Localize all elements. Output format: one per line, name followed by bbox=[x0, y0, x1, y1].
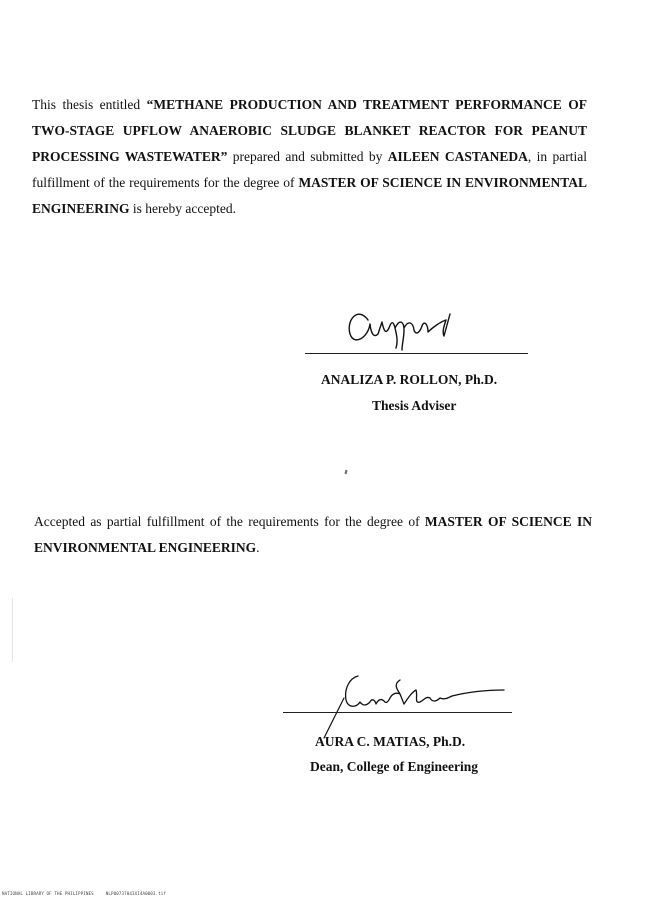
scan-speck bbox=[345, 470, 348, 474]
degree-name: MASTER OF SCIENCE IN ENVIRONMENTAL ENGINEERING bbox=[32, 175, 587, 216]
acceptance-degree: MASTER OF SCIENCE IN ENVIRONMENTAL ENGINEERING bbox=[34, 514, 592, 555]
approval-middle: prepared and submitted by bbox=[227, 149, 388, 164]
footer-code: NLP00737043X14A0003.tif bbox=[105, 891, 167, 896]
approval-middle2: , in partial fulfillment of the requirements for the degree of bbox=[32, 149, 588, 190]
scan-footer bbox=[2, 891, 178, 896]
thesis-title: “METHANE PRODUCTION AND TREATMENT PERFORMANCE OF TWO-STAGE UPFLOW ANAEROBIC SLUDGE BLANKET REACTOR FOR PEANUT PROCESSING WASTEWATER” bbox=[32, 97, 587, 164]
footer-library: NATIONAL LIBRARY OF THE PHILIPPINES bbox=[2, 891, 94, 896]
acceptance-suffix: . bbox=[256, 540, 260, 555]
dean-signature-line bbox=[283, 712, 512, 713]
adviser-role: Thesis Adviser bbox=[372, 398, 457, 413]
dean-role: Dean, College of Engineering bbox=[310, 759, 478, 774]
author-name: AILEEN CASTANEDA bbox=[387, 149, 528, 164]
acceptance-prefix: Accepted as partial fulfillment of the requirements for the degree of bbox=[34, 514, 425, 529]
acceptance-paragraph bbox=[34, 509, 592, 561]
approval-prefix: This thesis entitled bbox=[32, 97, 147, 112]
adviser-signature-icon bbox=[340, 298, 470, 353]
approval-paragraph bbox=[32, 92, 587, 222]
adviser-name: ANALIZA P. ROLLON, Ph.D. bbox=[321, 372, 498, 387]
scan-edge-mark bbox=[12, 598, 13, 662]
adviser-signature-line bbox=[305, 353, 528, 354]
approval-suffix: is hereby accepted. bbox=[129, 201, 236, 216]
dean-name: AURA C. MATIAS, Ph.D. bbox=[315, 734, 466, 749]
